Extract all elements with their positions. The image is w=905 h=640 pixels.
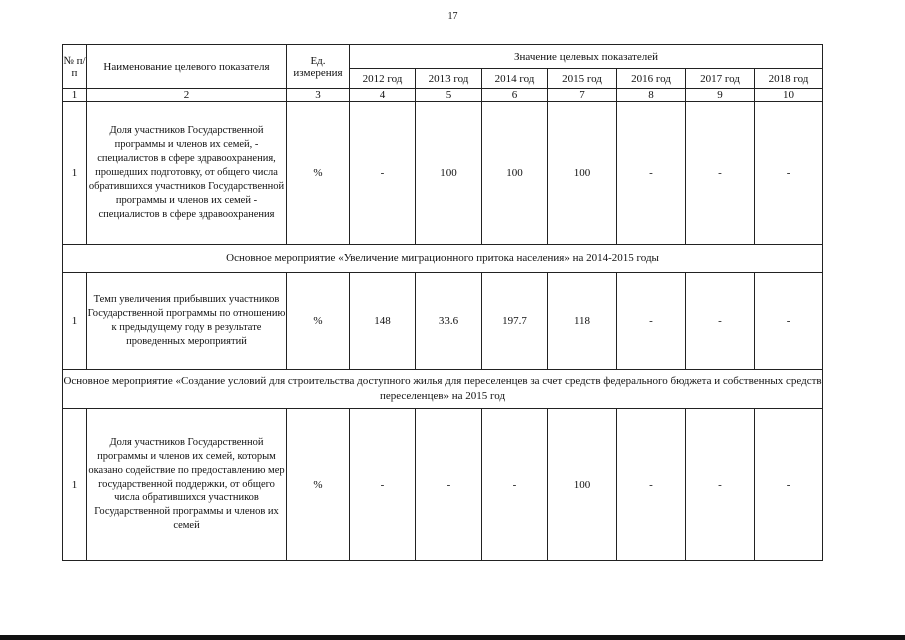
- header-year: 2018 год: [755, 69, 823, 89]
- column-number: 7: [548, 89, 617, 102]
- header-unit: Ед. измерения: [287, 45, 350, 89]
- section-title: Основное мероприятие «Увеличение миграционного притока населения» на 2014-2015 годы: [63, 245, 823, 273]
- value-cell: 100: [548, 102, 617, 245]
- header-values-group: Значение целевых показателей: [350, 45, 823, 69]
- section-row: [63, 370, 823, 409]
- header-row-top: [63, 45, 823, 69]
- column-number: 4: [350, 89, 416, 102]
- header-name: Наименование целевого показателя: [87, 45, 287, 89]
- column-number: 9: [686, 89, 755, 102]
- column-number: 6: [482, 89, 548, 102]
- column-number: 8: [617, 89, 686, 102]
- value-cell: 33.6: [416, 273, 482, 370]
- header-year: 2014 год: [482, 69, 548, 89]
- value-cell: 100: [416, 102, 482, 245]
- column-number-row: [63, 89, 823, 102]
- indicator-row: [63, 409, 823, 561]
- target-indicators-table: [62, 44, 823, 561]
- indicator-unit: %: [287, 102, 350, 245]
- column-number: 3: [287, 89, 350, 102]
- value-cell: -: [617, 102, 686, 245]
- value-cell: -: [350, 409, 416, 561]
- value-cell: 100: [548, 409, 617, 561]
- value-cell: -: [482, 409, 548, 561]
- value-cell: 100: [482, 102, 548, 245]
- indicator-name: Доля участников Государственной программы и членов их семей, - специалистов в сфере здравоохранения, прошедших подготовку, от общего числа обратившихся участников Государственной программы и членов их семей - специалистов в сфере здравоохранения: [87, 102, 287, 245]
- value-cell: -: [755, 273, 823, 370]
- value-cell: -: [617, 273, 686, 370]
- indicator-unit: %: [287, 273, 350, 370]
- value-cell: -: [686, 273, 755, 370]
- indicator-name: Доля участников Государственной программы и членов их семей, которым оказано содействие по предоставлению мер государственной поддержки, от общего числа обратившихся участников Государственной программы и членов их семей: [87, 409, 287, 561]
- row-num: 1: [63, 273, 87, 370]
- row-num: 1: [63, 102, 87, 245]
- column-number: 1: [63, 89, 87, 102]
- value-cell: -: [350, 102, 416, 245]
- page-bottom-edge: [0, 635, 905, 640]
- column-number: 10: [755, 89, 823, 102]
- header-year: 2017 год: [686, 69, 755, 89]
- value-cell: 197.7: [482, 273, 548, 370]
- column-number: 2: [87, 89, 287, 102]
- value-cell: -: [686, 102, 755, 245]
- value-cell: 148: [350, 273, 416, 370]
- section-row: [63, 245, 823, 273]
- header-year: 2016 год: [617, 69, 686, 89]
- column-number: 5: [416, 89, 482, 102]
- value-cell: -: [416, 409, 482, 561]
- header-num: № п/п: [63, 45, 87, 89]
- indicator-name: Темп увеличения прибывших участников Государственной программы по отношению к предыдущему году в результате проведенных мероприятий: [87, 273, 287, 370]
- value-cell: -: [755, 409, 823, 561]
- indicator-unit: %: [287, 409, 350, 561]
- value-cell: -: [617, 409, 686, 561]
- header-year: 2015 год: [548, 69, 617, 89]
- indicator-row: [63, 273, 823, 370]
- value-cell: -: [686, 409, 755, 561]
- header-year: 2012 год: [350, 69, 416, 89]
- value-cell: 118: [548, 273, 617, 370]
- row-num: 1: [63, 409, 87, 561]
- indicator-row: [63, 102, 823, 245]
- header-year: 2013 год: [416, 69, 482, 89]
- section-title: Основное мероприятие «Создание условий для строительства доступного жилья для переселенцев за счет средств федерального бюджета и собственных средств переселенцев» на 2015 год: [63, 370, 823, 409]
- page-number: 17: [447, 11, 458, 22]
- value-cell: -: [755, 102, 823, 245]
